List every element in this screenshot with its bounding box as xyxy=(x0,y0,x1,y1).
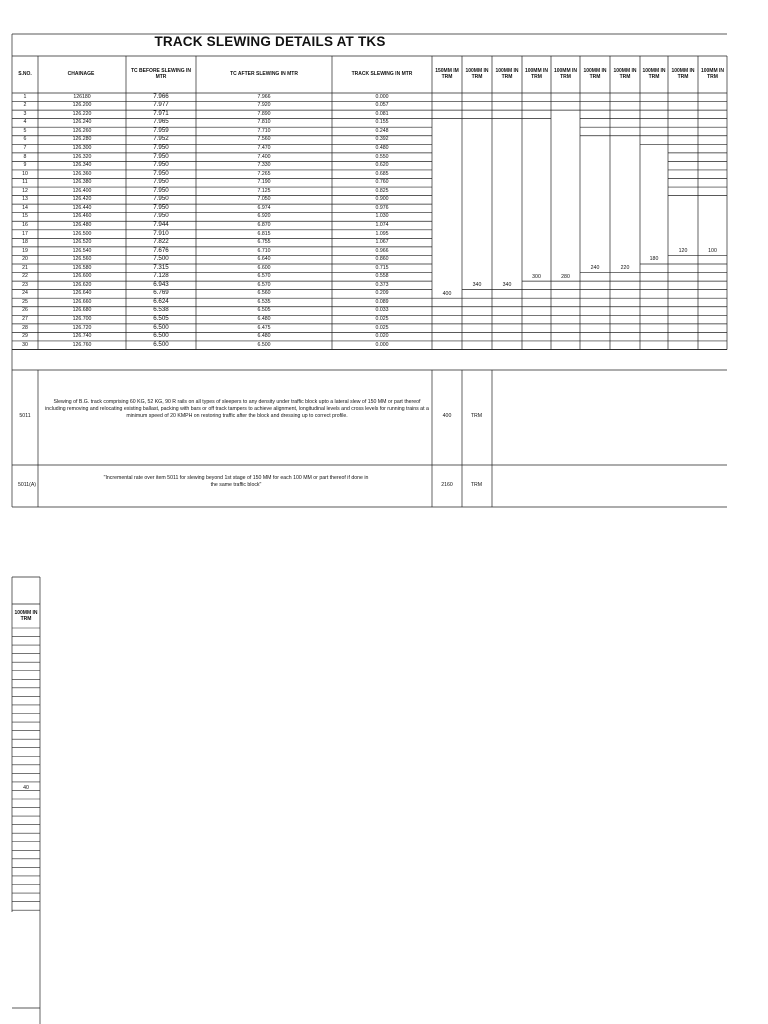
trm-total-value: 240 xyxy=(590,265,600,271)
cell-sno: 16 xyxy=(22,221,28,228)
trm-total-value: 340 xyxy=(502,282,512,289)
cell-chainage: 126180 xyxy=(73,93,91,100)
cell-tc-before: 7.910 xyxy=(153,229,169,237)
cell-tc-after: 6.815 xyxy=(257,230,271,237)
cell-chainage: 126.300 xyxy=(72,145,92,151)
cell-chainage: 126.760 xyxy=(72,341,92,348)
cell-slewing: 0.558 xyxy=(375,273,389,280)
cell-sno: 20 xyxy=(22,256,28,263)
cell-sno: 1 xyxy=(23,93,27,100)
cell-tc-before: 7.500 xyxy=(153,255,169,263)
cell-sno: 19 xyxy=(22,247,28,254)
cell-tc-before: 7.959 xyxy=(153,126,169,134)
cell-tc-after: 7.920 xyxy=(257,102,271,109)
cell-slewing: 0.715 xyxy=(375,264,389,271)
cell-tc-before: 7.977 xyxy=(153,101,169,109)
cell-tc-after: 7.330 xyxy=(257,162,271,169)
cell-tc-after: 7.470 xyxy=(257,145,271,151)
cell-slewing: 0.020 xyxy=(375,333,389,340)
cell-tc-before: 7.676 xyxy=(153,246,169,254)
cell-tc-after: 7.810 xyxy=(257,119,271,126)
cell-sno: 30 xyxy=(22,341,28,348)
cell-chainage: 126.200 xyxy=(72,102,92,109)
cell-sno: 17 xyxy=(22,230,28,237)
cell-sno: 27 xyxy=(22,316,28,322)
cell-sno: 29 xyxy=(22,333,28,340)
cell-tc-after: 7.050 xyxy=(257,196,271,203)
cell-tc-after: 6.755 xyxy=(257,239,271,246)
header-trm-col-4: 100MM IN TRM xyxy=(524,67,549,80)
cell-slewing: 0.089 xyxy=(375,298,389,305)
cell-tc-before: 7.950 xyxy=(153,186,169,194)
cell-tc-after: 6.640 xyxy=(257,256,271,263)
header-trm-col-7: 100MM IN TRM xyxy=(613,67,637,80)
cell-sno: 2 xyxy=(23,102,27,109)
trm-total-value: 280 xyxy=(561,273,570,280)
item-5011-description: Slewing of B.G. track comprising 60 KG, 52 KG, 90 R rails on all types of sleepers to any density under traffic block upto a lateral slew of 150 MM or part thereof including removing and relocating existing ballast, packing with bars or off track tampers to achieve alignment, longitudinal levels and cross levels for running trains at a minimum speed of 20 KMPH on restoring traffic after the block and dressing up to correct profile. xyxy=(45,399,429,420)
cell-tc-after: 6.600 xyxy=(257,264,271,271)
cell-tc-after: 6.560 xyxy=(257,290,271,297)
cell-slewing: 0.155 xyxy=(375,119,389,126)
cell-tc-before: 6.505 xyxy=(153,315,169,322)
cell-sno: 13 xyxy=(22,196,28,203)
cell-slewing: 0.025 xyxy=(375,324,389,331)
cell-chainage: 126.260 xyxy=(72,127,92,134)
cell-chainage: 126.620 xyxy=(72,281,92,288)
cell-tc-before: 6.943 xyxy=(153,280,169,288)
cell-chainage: 126.540 xyxy=(72,247,92,254)
cell-slewing: 0.000 xyxy=(375,341,389,348)
cell-sno: 24 xyxy=(22,290,28,297)
item-5011-unit: TRM xyxy=(470,413,483,419)
cell-tc-after: 6.710 xyxy=(257,247,271,254)
header-sno: S.NO. xyxy=(18,70,32,77)
cell-tc-after: 6.505 xyxy=(257,307,271,314)
cell-chainage: 126.660 xyxy=(72,298,92,305)
cell-tc-after: 6.535 xyxy=(257,298,271,305)
cell-tc-before: 7.315 xyxy=(153,263,169,271)
cell-tc-after: 6.920 xyxy=(257,213,271,220)
cell-chainage: 126.440 xyxy=(72,204,92,211)
cell-slewing: 0.025 xyxy=(375,316,389,322)
cell-tc-after: 6.500 xyxy=(257,341,271,348)
cell-tc-before: 7.128 xyxy=(153,272,169,280)
cell-tc-after: 7.400 xyxy=(257,153,271,160)
cell-slewing: 1.067 xyxy=(375,239,389,246)
cell-tc-before: 7.950 xyxy=(153,169,169,177)
cell-chainage: 126.340 xyxy=(72,162,92,169)
cell-tc-after: 7.190 xyxy=(257,179,271,186)
cell-chainage: 126.360 xyxy=(72,170,92,177)
cell-tc-before: 7.822 xyxy=(153,238,169,246)
header-trm-col-8: 100MM IN TRM xyxy=(642,67,666,80)
cell-slewing: 1.030 xyxy=(375,213,389,220)
cell-slewing: 0.248 xyxy=(375,127,389,134)
cell-sno: 18 xyxy=(22,239,28,246)
header-trm-col-1: 150MM IM TRM xyxy=(435,67,459,80)
cell-sno: 21 xyxy=(22,264,28,271)
cell-sno: 14 xyxy=(22,204,28,211)
cell-chainage: 126.520 xyxy=(72,239,92,246)
cell-tc-after: 6.974 xyxy=(257,204,271,211)
cell-chainage: 126.280 xyxy=(72,136,92,143)
cell-chainage: 126.420 xyxy=(72,196,92,203)
cell-sno: 25 xyxy=(22,298,28,305)
cell-tc-after: 6.570 xyxy=(257,273,271,280)
cell-slewing: 0.000 xyxy=(375,93,389,100)
cell-chainage: 126.480 xyxy=(72,221,92,228)
cell-tc-before: 6.769 xyxy=(153,289,169,297)
cell-chainage: 126.720 xyxy=(72,324,92,331)
trm-total-value: 400 xyxy=(442,290,452,297)
cell-tc-after: 6.570 xyxy=(257,281,271,288)
cell-chainage: 126.600 xyxy=(72,273,92,280)
cell-slewing: 0.685 xyxy=(375,170,389,177)
cell-tc-before: 6.500 xyxy=(153,340,169,348)
cell-slewing: 1.095 xyxy=(375,230,389,237)
cell-sno: 12 xyxy=(22,187,28,194)
cell-slewing: 0.825 xyxy=(375,187,389,194)
trm-total-value: 120 xyxy=(678,247,688,254)
cell-tc-after: 7.265 xyxy=(257,170,271,177)
trm-total-value: 300 xyxy=(532,273,541,280)
cell-tc-before: 7.950 xyxy=(153,161,169,169)
cell-slewing: 0.550 xyxy=(375,153,389,160)
cell-sno: 4 xyxy=(23,119,27,126)
item-5011a-code: 5011(A) xyxy=(17,482,37,488)
cell-tc-after: 6.870 xyxy=(257,221,271,228)
page-title: TRACK SLEWING DETAILS AT TKS xyxy=(154,34,386,49)
cell-tc-after: 7.710 xyxy=(257,127,271,134)
cell-slewing: 0.966 xyxy=(375,247,389,254)
trm-total-value: 220 xyxy=(620,265,630,271)
cell-slewing: 0.373 xyxy=(375,281,389,288)
cell-slewing: 0.976 xyxy=(375,204,389,211)
cell-tc-before: 7.944 xyxy=(153,220,169,228)
cell-sno: 26 xyxy=(22,307,28,314)
cell-slewing: 1.074 xyxy=(375,221,389,228)
cell-tc-before: 7.950 xyxy=(153,152,169,160)
cell-slewing: 0.033 xyxy=(375,307,389,314)
cell-slewing: 0.480 xyxy=(375,145,389,151)
cell-slewing: 0.900 xyxy=(375,196,389,203)
cell-sno: 23 xyxy=(22,281,28,288)
header-trm-col-6: 100MM IN TRM xyxy=(583,67,607,80)
lower-table-value: 40 xyxy=(23,785,29,791)
cell-tc-before: 6.624 xyxy=(153,297,169,305)
cell-slewing: 0.081 xyxy=(375,110,389,117)
cell-tc-before: 7.971 xyxy=(153,109,169,117)
cell-chainage: 126.240 xyxy=(72,119,92,126)
cell-tc-before: 6.538 xyxy=(153,306,169,314)
cell-sno: 7 xyxy=(23,145,27,151)
header-trm-col-3: 100MM IN TRM xyxy=(495,67,519,80)
cell-chainage: 126.680 xyxy=(72,307,92,314)
cell-sno: 22 xyxy=(22,273,28,280)
trm-total-value: 180 xyxy=(649,256,659,263)
cell-sno: 10 xyxy=(22,170,28,177)
cell-tc-after: 7.966 xyxy=(257,93,271,100)
cell-slewing: 0.620 xyxy=(375,162,389,169)
header-trm-col-10: 100MM IN TRM xyxy=(700,67,725,80)
cell-sno: 11 xyxy=(22,179,28,186)
cell-chainage: 126.400 xyxy=(72,187,92,194)
header-trm-col-9: 100MM IN TRM xyxy=(671,67,695,80)
cell-tc-before: 6.500 xyxy=(153,332,169,340)
cell-tc-after: 6.480 xyxy=(257,316,271,322)
trm-total-value: 340 xyxy=(472,282,482,289)
trm-total-value: 100 xyxy=(708,247,717,254)
cell-chainage: 126.640 xyxy=(72,290,92,297)
cell-sno: 15 xyxy=(22,213,28,220)
cell-chainage: 126.460 xyxy=(72,213,92,220)
cell-slewing: 0.209 xyxy=(375,290,389,297)
cell-tc-before: 7.950 xyxy=(153,203,169,211)
cell-chainage: 126.320 xyxy=(72,153,92,160)
header-tc-before: TC BEFORE SLEWING IN MTR xyxy=(131,67,191,80)
item-5011-code: 5011 xyxy=(19,413,31,419)
cell-chainage: 126.500 xyxy=(72,230,92,237)
cell-chainage: 126.740 xyxy=(72,333,92,340)
cell-sno: 9 xyxy=(23,162,27,169)
cell-tc-before: 7.950 xyxy=(153,212,169,220)
cell-slewing: 0.760 xyxy=(375,179,389,186)
cell-tc-before: 7.950 xyxy=(153,178,169,186)
cell-sno: 5 xyxy=(23,127,27,134)
cell-tc-before: 6.500 xyxy=(153,323,169,331)
cell-slewing: 0.860 xyxy=(375,256,389,263)
cell-slewing: 0.392 xyxy=(375,136,389,143)
cell-tc-before: 7.950 xyxy=(153,144,169,151)
cell-tc-before: 7.950 xyxy=(153,195,169,203)
cell-chainage: 126.220 xyxy=(72,110,92,117)
header-tc-after: TC AFTER SLEWING IN MTR xyxy=(230,70,298,77)
header-chainage: CHAINAGE xyxy=(67,70,95,77)
cell-chainage: 126.560 xyxy=(72,256,92,263)
cell-sno: 28 xyxy=(22,324,28,331)
cell-tc-after: 7.560 xyxy=(257,136,271,143)
cell-sno: 3 xyxy=(23,110,27,117)
cell-chainage: 126.700 xyxy=(72,316,92,322)
item-5011a-unit: TRM xyxy=(470,482,483,488)
cell-tc-before: 7.966 xyxy=(153,92,169,100)
cell-tc-before: 7.952 xyxy=(153,135,169,143)
cell-tc-after: 7.890 xyxy=(257,110,271,117)
cell-sno: 8 xyxy=(23,153,27,160)
cell-chainage: 126.580 xyxy=(72,264,92,271)
cell-tc-after: 7.125 xyxy=(257,187,271,194)
cell-slewing: 0.057 xyxy=(375,102,389,109)
header-track-slewing: TRACK SLEWING IN MTR xyxy=(351,70,413,77)
item-5011-qty: 400 xyxy=(442,413,452,419)
header-trm-col-5: 100MM IN TRM xyxy=(553,67,578,80)
cell-sno: 6 xyxy=(23,136,27,143)
header-trm-col-2: 100MM IN TRM xyxy=(465,67,489,80)
item-5011a-description: "Incremental rate over item 5011 for slewing beyond 1st stage of 150 MM for each 100 MM or part thereof if done in the same traffic block" xyxy=(103,475,369,489)
cell-chainage: 126.380 xyxy=(72,179,92,186)
cell-tc-after: 6.480 xyxy=(257,333,271,340)
cell-tc-before: 7.965 xyxy=(153,118,169,126)
lower-table-header: 100MM IN TRM xyxy=(14,609,38,622)
cell-tc-after: 6.475 xyxy=(257,324,271,331)
item-5011a-qty: 2160 xyxy=(441,482,453,488)
